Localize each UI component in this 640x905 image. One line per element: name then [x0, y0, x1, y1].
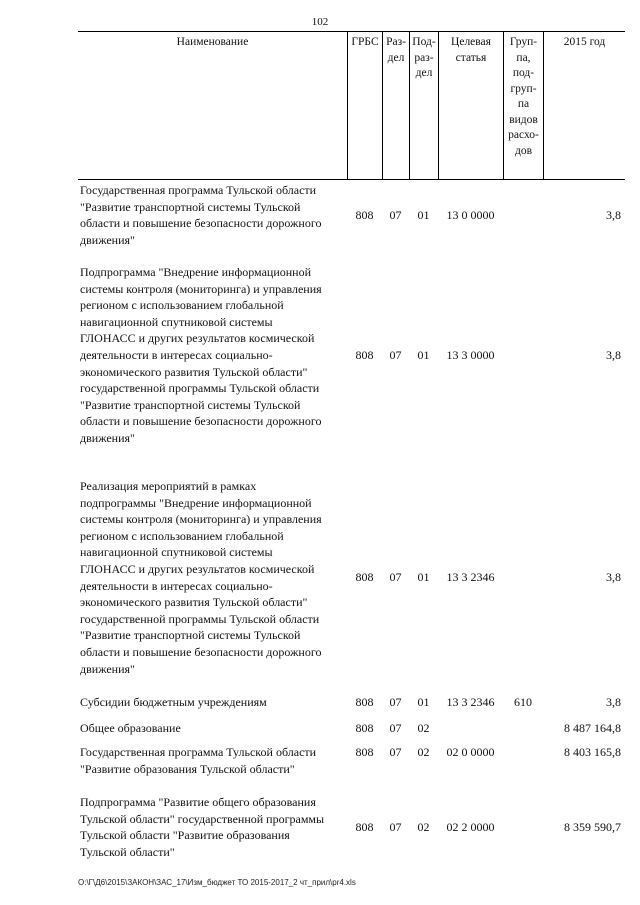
header-podrazdel-line: дел [415, 67, 433, 79]
table-row [78, 744, 625, 777]
header-gruppa-line: под- [512, 67, 535, 79]
cell-cs: 13 3 2346 [446, 695, 495, 709]
row-name [80, 694, 352, 711]
header-razdel-line: дел [387, 51, 405, 64]
cell-cs: 13 3 0000 [446, 348, 495, 362]
cell-cs: 02 0 0000 [446, 745, 495, 759]
row-name-line: "Развитие транспортной системы Тульской [80, 628, 301, 643]
cell-amount: 8 487 164,8 [564, 721, 621, 735]
row-name-line: навигационной спутниковой системы [80, 545, 273, 560]
header-name [78, 32, 347, 179]
cell-grbs: 808 [355, 819, 374, 834]
row-name-line: Тульской области" [80, 844, 175, 859]
row-name [80, 264, 352, 447]
row-name [80, 744, 352, 777]
cell-vr: 610 [514, 695, 532, 709]
file-path-footer: O:\Г\Д6\2015\ЗАКОН\ЗАС_17\Изм_бюджет ТО 2015-2017_2 чт_прил\pr4.xls [78, 878, 356, 887]
row-name-line: экономического развития Тульской области" [80, 364, 308, 379]
header-gruppa-line: дов [514, 144, 533, 157]
header-celevaya-line: статья [455, 51, 487, 64]
row-name-line: движения" [80, 430, 135, 445]
row-name-line: Государственная программа Тульской области [80, 183, 317, 197]
row-name-line: Государственная программа Тульской области [80, 745, 317, 759]
header-celevaya-line: Целевая [451, 36, 491, 48]
table-row [78, 794, 625, 860]
cell-rz: 07 [389, 745, 402, 759]
header-podrazdel-line: раз- [414, 51, 434, 64]
header-podrazdel-line: Под- [412, 36, 436, 48]
row-name-line: Подпрограмма "Внедрение информационной [80, 265, 312, 279]
row-name-line: системы контроля (мониторинга) и управления [80, 281, 322, 296]
row-name [80, 478, 352, 677]
row-name-line: Субсидии бюджетным учреждениям [80, 695, 267, 709]
header-razdel-line: Раз- [386, 36, 406, 48]
cell-rz: 07 [389, 348, 402, 362]
cell-rz: 07 [389, 570, 402, 585]
row-name-line: области и повышение безопасности дорожного [80, 216, 322, 231]
cell-pr: 01 [417, 207, 430, 222]
row-name [80, 720, 352, 737]
cell-cs: 13 0 0000 [446, 207, 495, 222]
cell-amount: 3,8 [606, 570, 621, 585]
cell-amount: 3,8 [606, 207, 621, 222]
cell-cs: 13 3 2346 [446, 570, 495, 585]
cell-amount: 3,8 [606, 695, 621, 709]
row-name-line: подпрограммы "Внедрение информационной [80, 495, 312, 510]
row-name [80, 182, 352, 248]
table-row [78, 720, 625, 737]
table-row [78, 478, 625, 677]
cell-pr: 02 [417, 745, 430, 759]
row-name-line: "Развитие транспортной системы Тульской [80, 397, 301, 412]
cell-pr: 01 [417, 570, 430, 585]
cell-rz: 07 [389, 695, 402, 709]
header-year [543, 32, 625, 179]
row-name-line: деятельности в интересах социально- [80, 578, 273, 593]
row-name-line: движения" [80, 232, 135, 247]
row-name-line: деятельности в интересах социально- [80, 347, 273, 362]
row-name-line: области и повышение безопасности дорожного [80, 644, 322, 659]
row-name-line: навигационной спутниковой системы [80, 314, 273, 329]
row-name-line: государственной программы Тульской области [80, 381, 320, 396]
cell-grbs: 808 [355, 745, 374, 759]
header-gruppa-line: Груп- [509, 36, 538, 48]
header-razdel [382, 32, 409, 179]
row-name-line: ГЛОНАСС и других результатов космической [80, 561, 315, 576]
cell-pr: 01 [417, 695, 430, 709]
header-gruppa-line: расхо- [508, 129, 539, 141]
row-name-line: системы контроля (мониторинга) и управления [80, 512, 322, 527]
cell-rz: 07 [389, 721, 402, 735]
cell-grbs: 808 [355, 695, 374, 709]
cell-pr: 02 [417, 819, 430, 834]
row-name-line: ГЛОНАСС и других результатов космической [80, 331, 315, 346]
row-name-line: государственной программы Тульской области [80, 611, 320, 626]
cell-cs: 02 2 0000 [446, 819, 495, 834]
row-name-line: Общее образование [80, 721, 181, 735]
header-name-label: Наименование [176, 36, 249, 48]
table-header [78, 31, 625, 180]
row-name [80, 794, 352, 860]
row-name-line: движения" [80, 661, 135, 676]
header-gruppa-line: па [517, 98, 530, 110]
table-row [78, 264, 625, 447]
cell-amount: 8 359 590,7 [564, 819, 621, 834]
cell-amount: 3,8 [606, 348, 621, 362]
header-year-label: 2015 год [563, 36, 606, 48]
row-name-line: "Развитие транспортной системы Тульской [80, 199, 301, 214]
cell-rz: 07 [389, 819, 402, 834]
cell-amount: 8 403 165,8 [564, 745, 621, 759]
row-name-line: "Развитие образования Тульской области" [80, 761, 295, 776]
cell-grbs: 808 [355, 207, 374, 222]
header-podrazdel [409, 32, 438, 179]
row-name-line: экономического развития Тульской области" [80, 595, 308, 610]
cell-grbs: 808 [355, 348, 374, 362]
cell-grbs: 808 [355, 570, 374, 585]
row-name-line: Тульской области "Развитие образования [80, 828, 290, 843]
table-row [78, 182, 625, 248]
header-gruppa-line: груп- [510, 82, 537, 95]
header-gruppa-line: видов [509, 113, 538, 126]
row-name-line: регионом с использованием глобальной [80, 298, 284, 313]
row-name-line: Тульской области" государственной программы [80, 811, 325, 826]
row-name-line: Подпрограмма "Развитие общего образования [80, 795, 316, 809]
cell-pr: 01 [417, 348, 430, 362]
row-name-line: Реализация мероприятий в рамках [80, 479, 257, 493]
header-celevaya [438, 32, 503, 179]
page-number: 102 [311, 16, 329, 28]
table-row [78, 694, 625, 711]
header-gruppa-line: па, [516, 51, 531, 64]
cell-pr: 02 [417, 721, 430, 735]
row-name-line: области и повышение безопасности дорожного [80, 414, 322, 429]
header-gruppa [503, 32, 543, 179]
header-grbs [347, 32, 382, 179]
header-grbs-label: ГРБС [351, 36, 379, 48]
row-name-line: регионом с использованием глобальной [80, 528, 284, 543]
cell-rz: 07 [389, 207, 402, 222]
cell-grbs: 808 [355, 721, 374, 735]
